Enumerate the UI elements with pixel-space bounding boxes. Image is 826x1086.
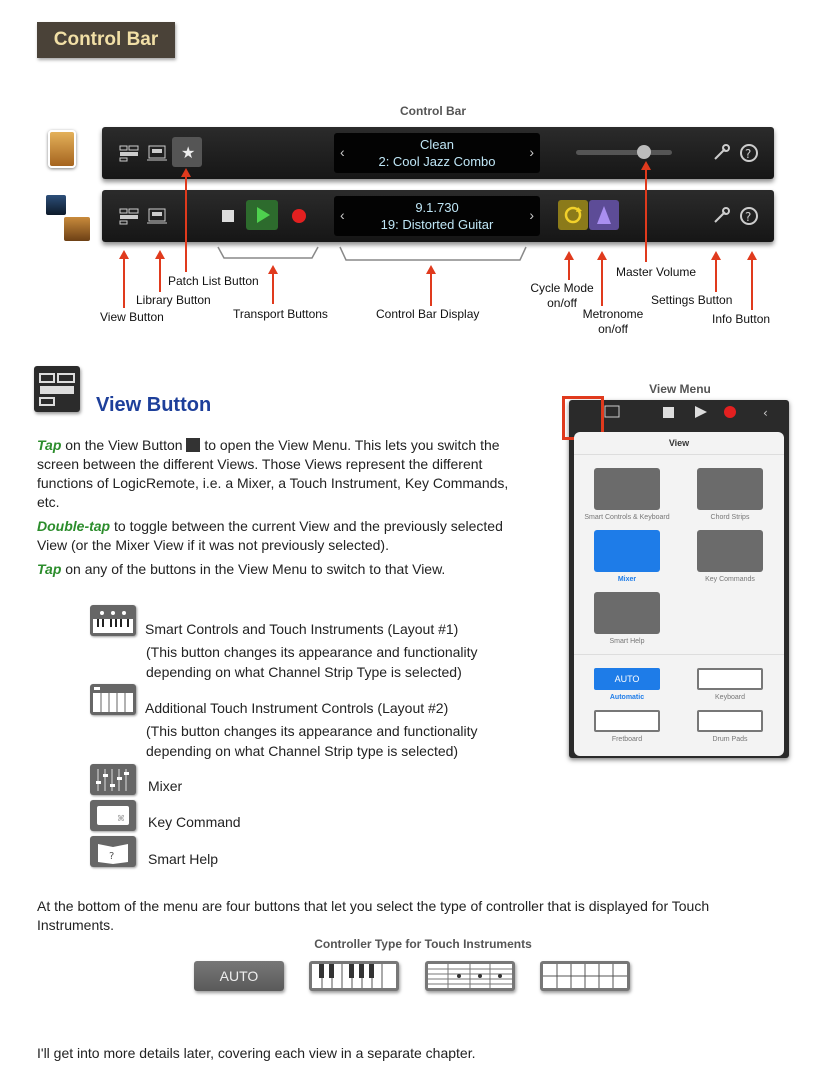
mixer-thumb xyxy=(90,764,136,795)
display-line-2: 19: Distorted Guitar xyxy=(380,217,494,232)
tile-mixer-label: Mixer xyxy=(617,576,637,583)
menu-drum-pads-button[interactable] xyxy=(697,710,763,732)
controller-drum-pads-label: Drum Pads xyxy=(712,736,748,743)
item-additional-touch-label: Additional Touch Instrument Controls (Layout #2) xyxy=(145,700,449,716)
svg-text:?: ? xyxy=(745,147,752,161)
controller-type-caption: Controller Type for Touch Instruments xyxy=(314,937,532,951)
view-menu-caption: View Menu xyxy=(649,382,711,396)
tile-smart-help[interactable] xyxy=(594,592,660,634)
key-command-thumb xyxy=(90,800,136,831)
chord-strips-thumb xyxy=(90,684,136,715)
figure-caption: Control Bar xyxy=(400,104,466,118)
controller-automatic-label: Automatic xyxy=(609,694,645,701)
tile-smart-help-label: Smart Help xyxy=(609,638,645,645)
menu-fretboard-button[interactable] xyxy=(594,710,660,732)
inline-view-icon xyxy=(186,438,200,452)
keyword-double-tap: Double-tap xyxy=(37,518,111,534)
controller-fretboard-label: Fretboard xyxy=(611,736,643,743)
tile-chord-strips-label: Chord Strips xyxy=(710,514,750,521)
paragraph-controller-intro: At the bottom of the menu are four buttons that let you select the type of controller that is displayed for Touch Instruments. xyxy=(37,898,710,933)
smart-controls-thumb xyxy=(90,605,136,636)
smart-help-thumb xyxy=(90,836,136,867)
view-menu-title: View xyxy=(668,438,690,448)
callout-arrows xyxy=(0,0,826,340)
callout-control-bar-display: Control Bar Display xyxy=(376,307,480,321)
callout-settings-button: Settings Button xyxy=(651,293,733,307)
view-button-large-icon xyxy=(34,366,80,412)
svg-text:‹: ‹ xyxy=(763,406,768,420)
item-key-command-label: Key Command xyxy=(148,814,241,830)
callout-view-button: View Button xyxy=(100,310,164,324)
callout-info-button: Info Button xyxy=(712,312,771,326)
tile-smart-controls-label: Smart Controls & Keyboard xyxy=(584,514,670,521)
closing-paragraph: I'll get into more details later, covering each view in a separate chapter. xyxy=(37,1045,476,1061)
chevron-right-icon[interactable]: › xyxy=(529,207,534,223)
item-smart-controls-label: Smart Controls and Touch Instruments (Layout #1) xyxy=(145,621,459,637)
callout-cycle-mode: Cycle Mode on/off xyxy=(530,281,594,310)
controller-keyboard-button[interactable] xyxy=(309,961,399,991)
svg-text:?: ? xyxy=(109,851,115,862)
display-line-2: 2: Cool Jazz Combo xyxy=(378,154,496,169)
item-mixer-label: Mixer xyxy=(148,778,183,794)
menu-keyboard-button[interactable] xyxy=(697,668,763,690)
tile-smart-controls[interactable] xyxy=(594,468,660,510)
p1-text-a: on the View Button xyxy=(61,437,187,453)
callout-metronome: Metronome on/off xyxy=(582,307,644,336)
item-additional-touch-note: (This button changes its appearance and functionality depending on what Channel Strip type is selected) xyxy=(146,723,478,759)
controller-auto-button[interactable]: AUTO xyxy=(194,961,284,991)
svg-text:⌘: ⌘ xyxy=(117,814,125,823)
controller-drum-pads-button[interactable] xyxy=(540,961,630,991)
tile-key-commands-label: Key Commands xyxy=(705,576,755,583)
callout-master-volume: Master Volume xyxy=(616,265,697,279)
section-title: Control Bar xyxy=(37,22,175,58)
svg-text:?: ? xyxy=(745,210,752,224)
display-line-1: Clean xyxy=(420,137,454,152)
paragraph-tap-buttons xyxy=(37,560,532,579)
callout-transport-buttons: Transport Buttons xyxy=(233,307,328,321)
display-line-1: 9.1.730 xyxy=(415,200,459,215)
tile-chord-strips[interactable] xyxy=(697,468,763,510)
chevron-left-icon[interactable]: ‹ xyxy=(340,207,345,223)
item-smart-help-label: Smart Help xyxy=(148,851,219,867)
keyword-tap: Tap xyxy=(37,437,62,453)
p3-text: on any of the buttons in the View Menu to switch to that View. xyxy=(61,561,446,577)
tile-mixer[interactable] xyxy=(594,530,660,572)
p2-text: to toggle between the current View and the previously selected View (or the Mixer View if it was not previously selected). xyxy=(37,518,503,553)
callout-library-button: Library Button xyxy=(136,293,211,307)
svg-text:★: ★ xyxy=(181,143,196,162)
paragraph-tap xyxy=(37,436,532,512)
paragraph-double-tap xyxy=(37,517,532,555)
callout-patch-list-button: Patch List Button xyxy=(168,274,259,288)
tile-key-commands[interactable] xyxy=(697,530,763,572)
keyword-tap-2: Tap xyxy=(37,561,62,577)
item-smart-controls-note: (This button changes its appearance and functionality depending on what Channel Strip Type is selected) xyxy=(146,644,478,680)
controller-fretboard-button[interactable] xyxy=(425,961,515,991)
menu-auto-button[interactable]: AUTO xyxy=(594,668,660,690)
view-button-heading: View Button xyxy=(96,394,212,416)
chevron-left-icon[interactable]: ‹ xyxy=(340,144,345,160)
p1-text-b: to open the View Menu. This lets you switch the screen between the different Views. Those Views represent the different functions of LogicRemote, i.e. a Mixer, a Touch Instrument, Key Commands, etc. xyxy=(37,437,509,510)
view-menu-panel xyxy=(574,432,784,756)
chevron-right-icon[interactable]: › xyxy=(529,144,534,160)
controller-keyboard-label: Keyboard xyxy=(715,694,745,701)
